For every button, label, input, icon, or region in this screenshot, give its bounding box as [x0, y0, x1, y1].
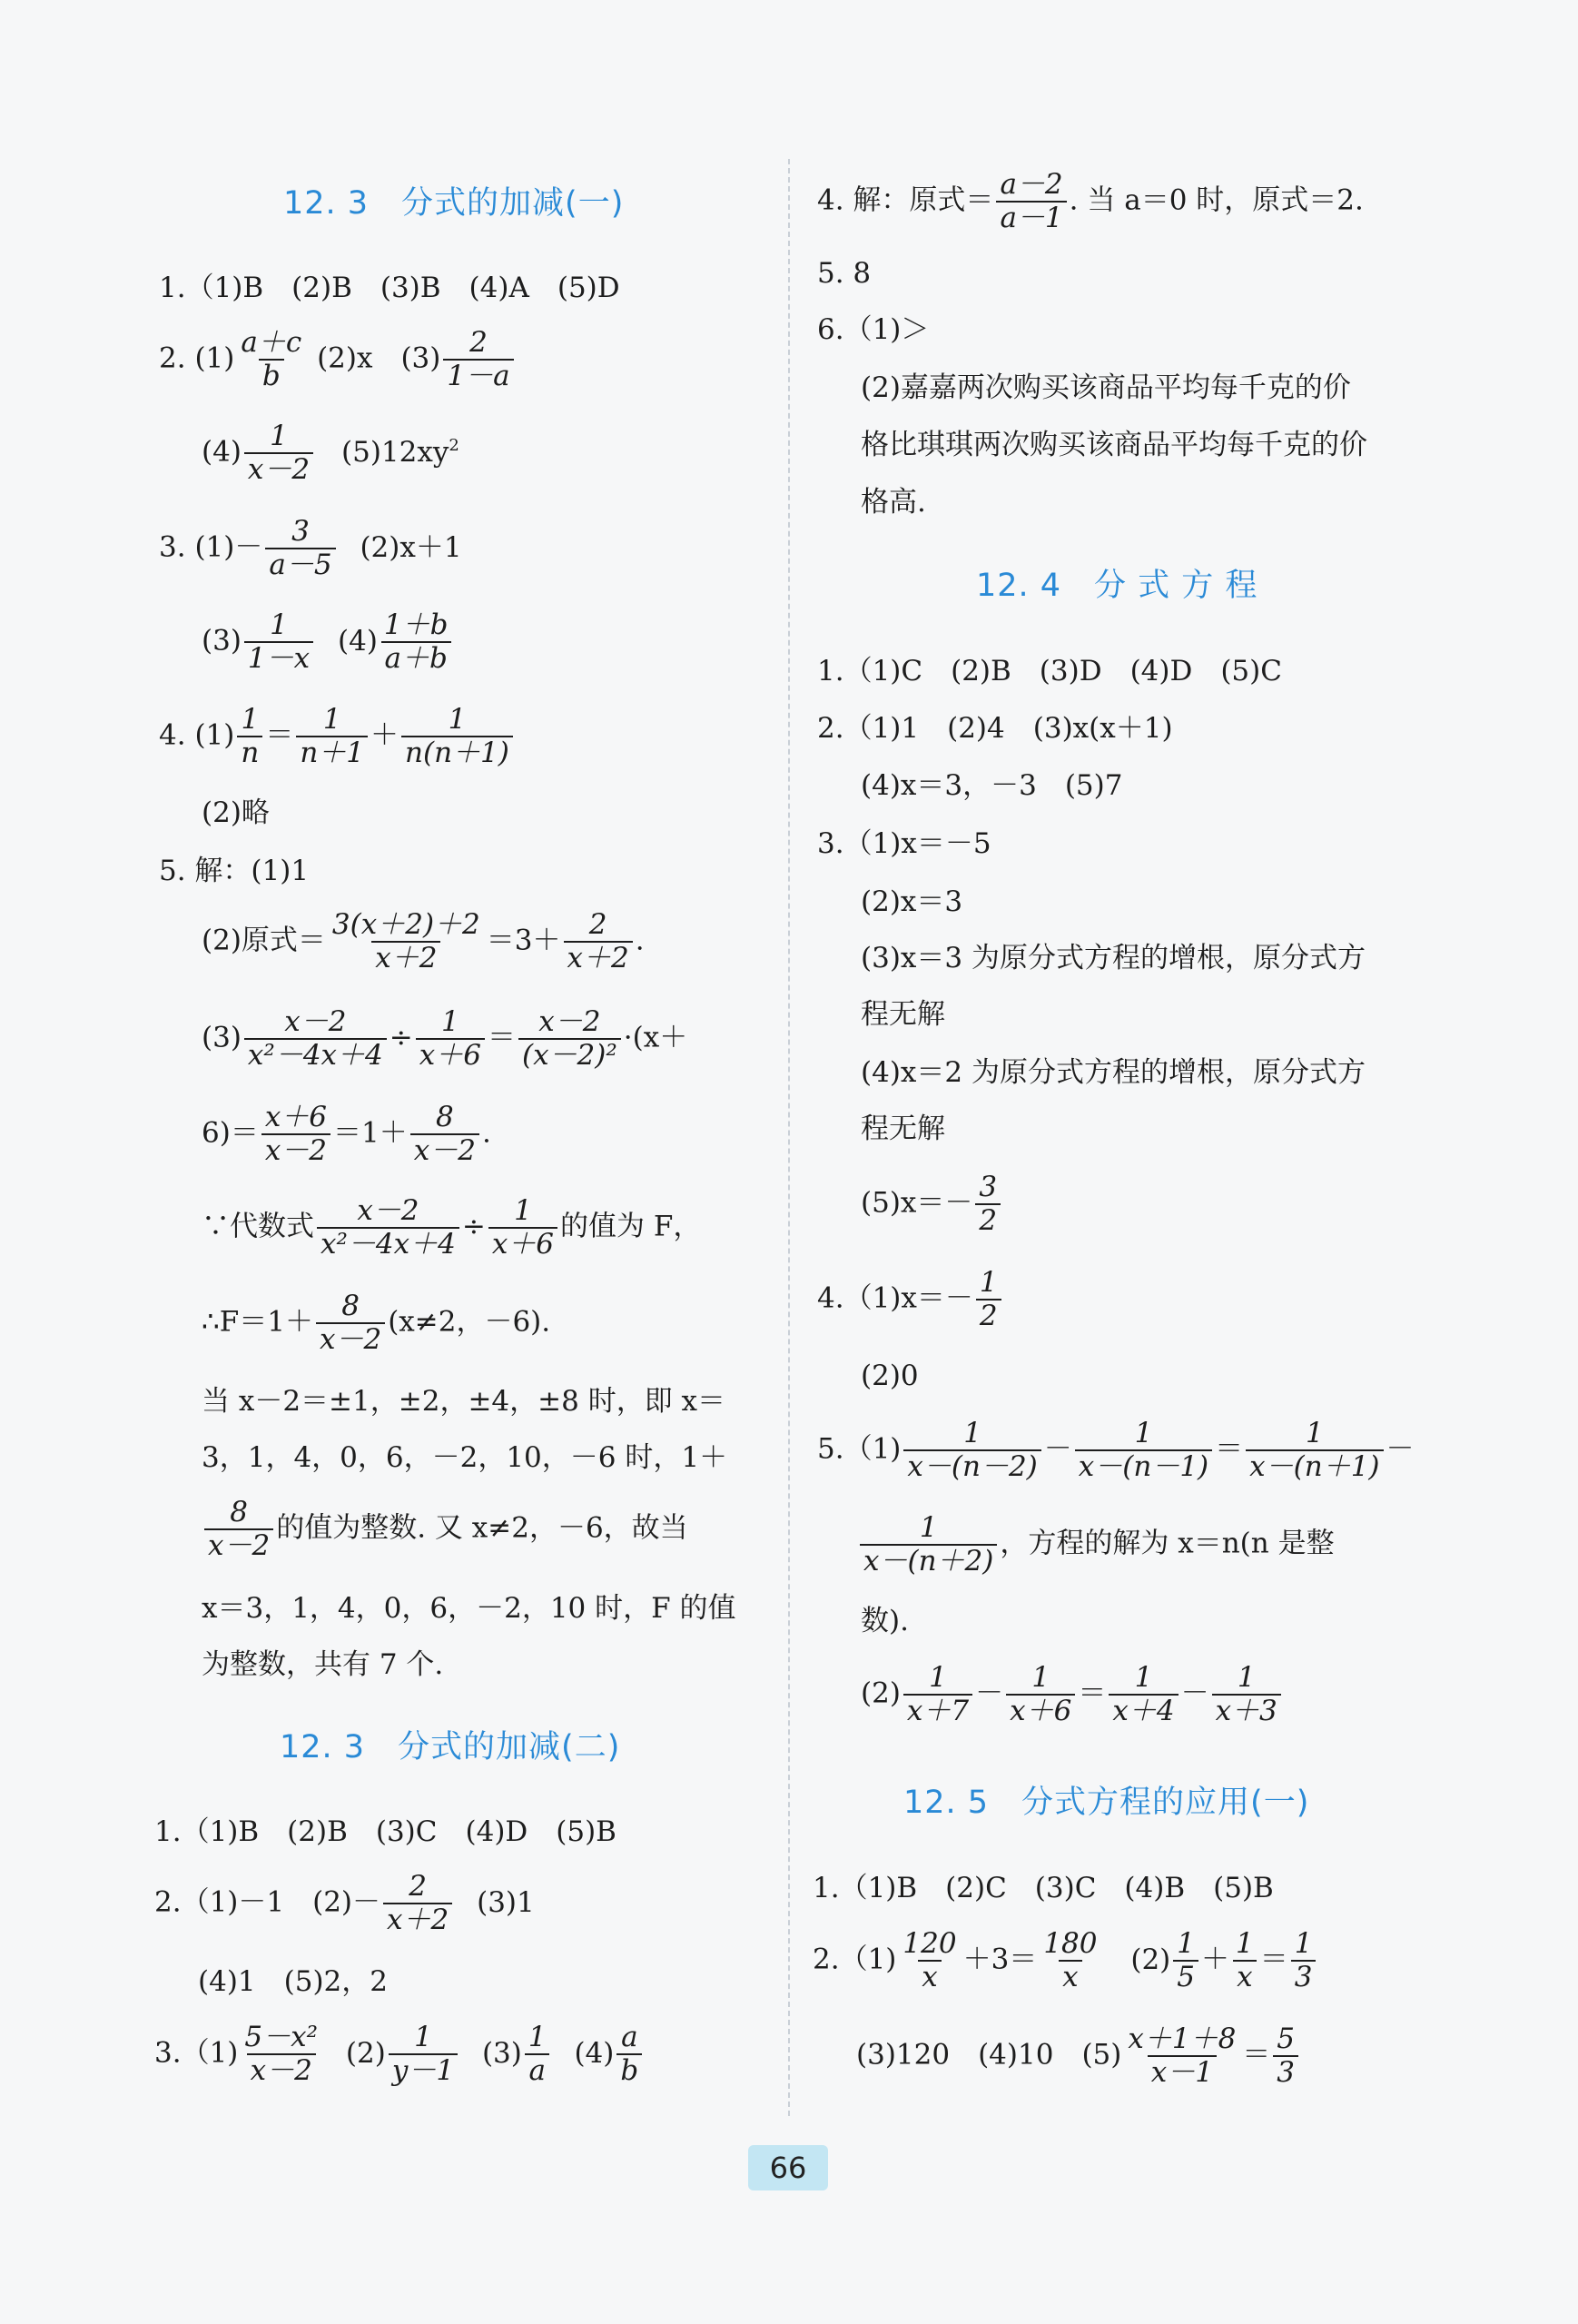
answer-5f: ∴F＝1＋ $\frac{8}{x-2}$ (x≠2，－6). — [202, 1290, 551, 1356]
answer-s3-3g: (5)x＝－ $\frac{3}{2}$ — [861, 1173, 1003, 1235]
answer-5k: 为整数，共有 7 个. — [202, 1648, 444, 1681]
answer-s3-2: 2.（1)1 (2)4 (3)x(x＋1) — [817, 712, 1173, 745]
answer-s2-3: 3.（1) $\frac{\text{5－x²}}{x-2}$ (2) $\frac{1}{y-1}$ (3) $\frac{1}{a}$ (4) $\frac{a}{b}$ — [154, 2023, 645, 2085]
answer-s3-5d: (2) $\frac{1}{x+7}$ － $\frac{1}{x+6}$ ＝ $\frac{1}{x+4}$ － $\frac{1}{x+3}$ — [861, 1664, 1284, 1726]
answer-5c: (3) $\frac{x-2}{\text{x²－4x＋4}}$ ÷ $\frac{1}{x+6}$ ＝ $\frac{x-2}{\text{(x－2)²}}$ ·(x＋ — [202, 1005, 688, 1072]
answer-s3-2b: (4)x＝3，－3 (5)7 — [861, 769, 1123, 802]
answer-r6c: 格比琪琪两次购买该商品平均每千克的价 — [861, 429, 1367, 461]
answer-s3-5c: 数). — [861, 1605, 909, 1637]
answer-s4-2: 2.（1) $\frac{120}{x}$ ＋3＝ $\frac{180}{x}$ (2) $\frac{1}{5}$ ＋ $\frac{1}{x}$ ＝ $\frac{1}{3}$ — [813, 1930, 1318, 1992]
answer-2: 2. (1) $\frac{a+c}{b}$ (2)x (3) $\frac{2}{1-a}$ — [159, 329, 517, 391]
answer-s3-1: 1.（1)C (2)B (3)D (4)D (5)C — [817, 655, 1282, 687]
answer-r6d: 格高. — [861, 486, 926, 519]
answer-2b: (4) $\frac{1}{x-2}$ $(5)12xy^2$ — [202, 420, 459, 486]
answer-s3-3: 3.（1)x＝－5 — [817, 827, 991, 860]
answer-s2-2b: (4)1 (5)2，2 — [198, 1965, 388, 1998]
answer-s3-4: 4.（1)x＝－ $\frac{1}{2}$ — [817, 1269, 1004, 1330]
answer-s3-5b: $\frac{1}{x-(n+2)}$ ，方程的解为 x＝n(n 是整 — [857, 1514, 1335, 1576]
answer-4: 4. (1) $\frac{1}{n}$ ＝ $\frac{1}{n+1}$ ＋ $\frac{1}{n(n+1)}$ — [159, 706, 516, 767]
answer-s3-3b: (2)x＝3 — [861, 885, 963, 918]
answer-r4: 4. 解：原式＝ $\frac{a-2}{a-1}$ . 当 a＝0 时，原式＝2. — [817, 168, 1364, 234]
answer-5d: 6)＝ $\frac{x+6}{x-2}$ ＝1＋ $\frac{8}{x-2}$ . — [202, 1101, 491, 1167]
answer-s3-4b: (2)0 — [861, 1360, 919, 1392]
answer-5j: x＝3，1，4，0，6，－2，10 时，F 的值 — [202, 1592, 736, 1625]
answer-s3-3d: 程无解 — [861, 998, 945, 1031]
section-title-12-3-two: 12. 3 分式的加减(二) — [280, 1729, 621, 1765]
section-title-12-4: 12. 4 分 式 方 程 — [976, 568, 1258, 604]
answer-s4-1: 1.（1)B (2)C (3)C (4)B (5)B — [813, 1872, 1274, 1904]
section-title-12-5-one: 12. 5 分式方程的应用(一) — [903, 1785, 1310, 1821]
answer-5: 5. 解：(1)1 — [159, 855, 310, 887]
answer-s3-3c: (3)x＝3 为原分式方程的增根，原分式方 — [861, 942, 1366, 974]
answer-s3-5: 5.（1) $\frac{1}{x-(n-2)}$ － $\frac{1}{x-(n-1)}$ ＝ $\frac{1}{x-(n+1)}$ － — [817, 1417, 1415, 1483]
answer-s4-2b: (3)120 (4)10 (5) $\frac{x+1+8}{x-1}$ ＝ $\frac{5}{3}$ — [856, 2025, 1301, 2087]
answer-5i: $\frac{8}{x-2}$ 的值为整数. 又 x≠2，－6，故当 — [202, 1498, 688, 1560]
answer-5b: (2)原式＝ $\frac{3(x+2)+2}{x+2}$ ＝3＋ $\frac{2}{x+2}$ . — [202, 908, 645, 974]
answer-4b: (2)略 — [202, 796, 270, 829]
page-number: 66 — [748, 2145, 828, 2190]
answer-s2-2: 2.（1)－1 (2)－ $\frac{2}{x+2}$ (3)1 — [154, 1870, 535, 1936]
answer-r6b: (2)嘉嘉两次购买该商品平均每千克的价 — [861, 371, 1351, 404]
section-title-12-3-one: 12. 3 分式的加减(一) — [283, 185, 625, 222]
answer-3: 3. (1)－ $\frac{3}{a-5}$ (2)x＋1 — [159, 515, 462, 581]
answer-s3-3f: 程无解 — [861, 1113, 945, 1145]
answer-5h: 3，1，4，0，6，－2，10，－6 时，1＋ — [202, 1441, 728, 1474]
answer-r5: 5. 8 — [817, 257, 872, 290]
answer-s2-1: 1.（1)B (2)B (3)C (4)D (5)B — [154, 1815, 616, 1848]
answer-1: 1.（1)B (2)B (3)B (4)A (5)D — [159, 272, 620, 304]
column-divider — [788, 159, 790, 2116]
answer-r6: 6.（1)＞ — [817, 313, 930, 346]
answer-5e: ∵代数式 $\frac{x-2}{\text{x²－4x＋4}}$ ÷ $\frac{1}{x+6}$ 的值为 F， — [202, 1194, 702, 1261]
answer-5g: 当 x－2＝±1，±2，±4，±8 时，即 x＝ — [202, 1385, 726, 1418]
answer-s3-3e: (4)x＝2 为原分式方程的增根，原分式方 — [861, 1056, 1366, 1089]
answer-3b: (3) $\frac{1}{1-x}$ (4) $\frac{1+b}{a+b}$ — [202, 611, 455, 673]
